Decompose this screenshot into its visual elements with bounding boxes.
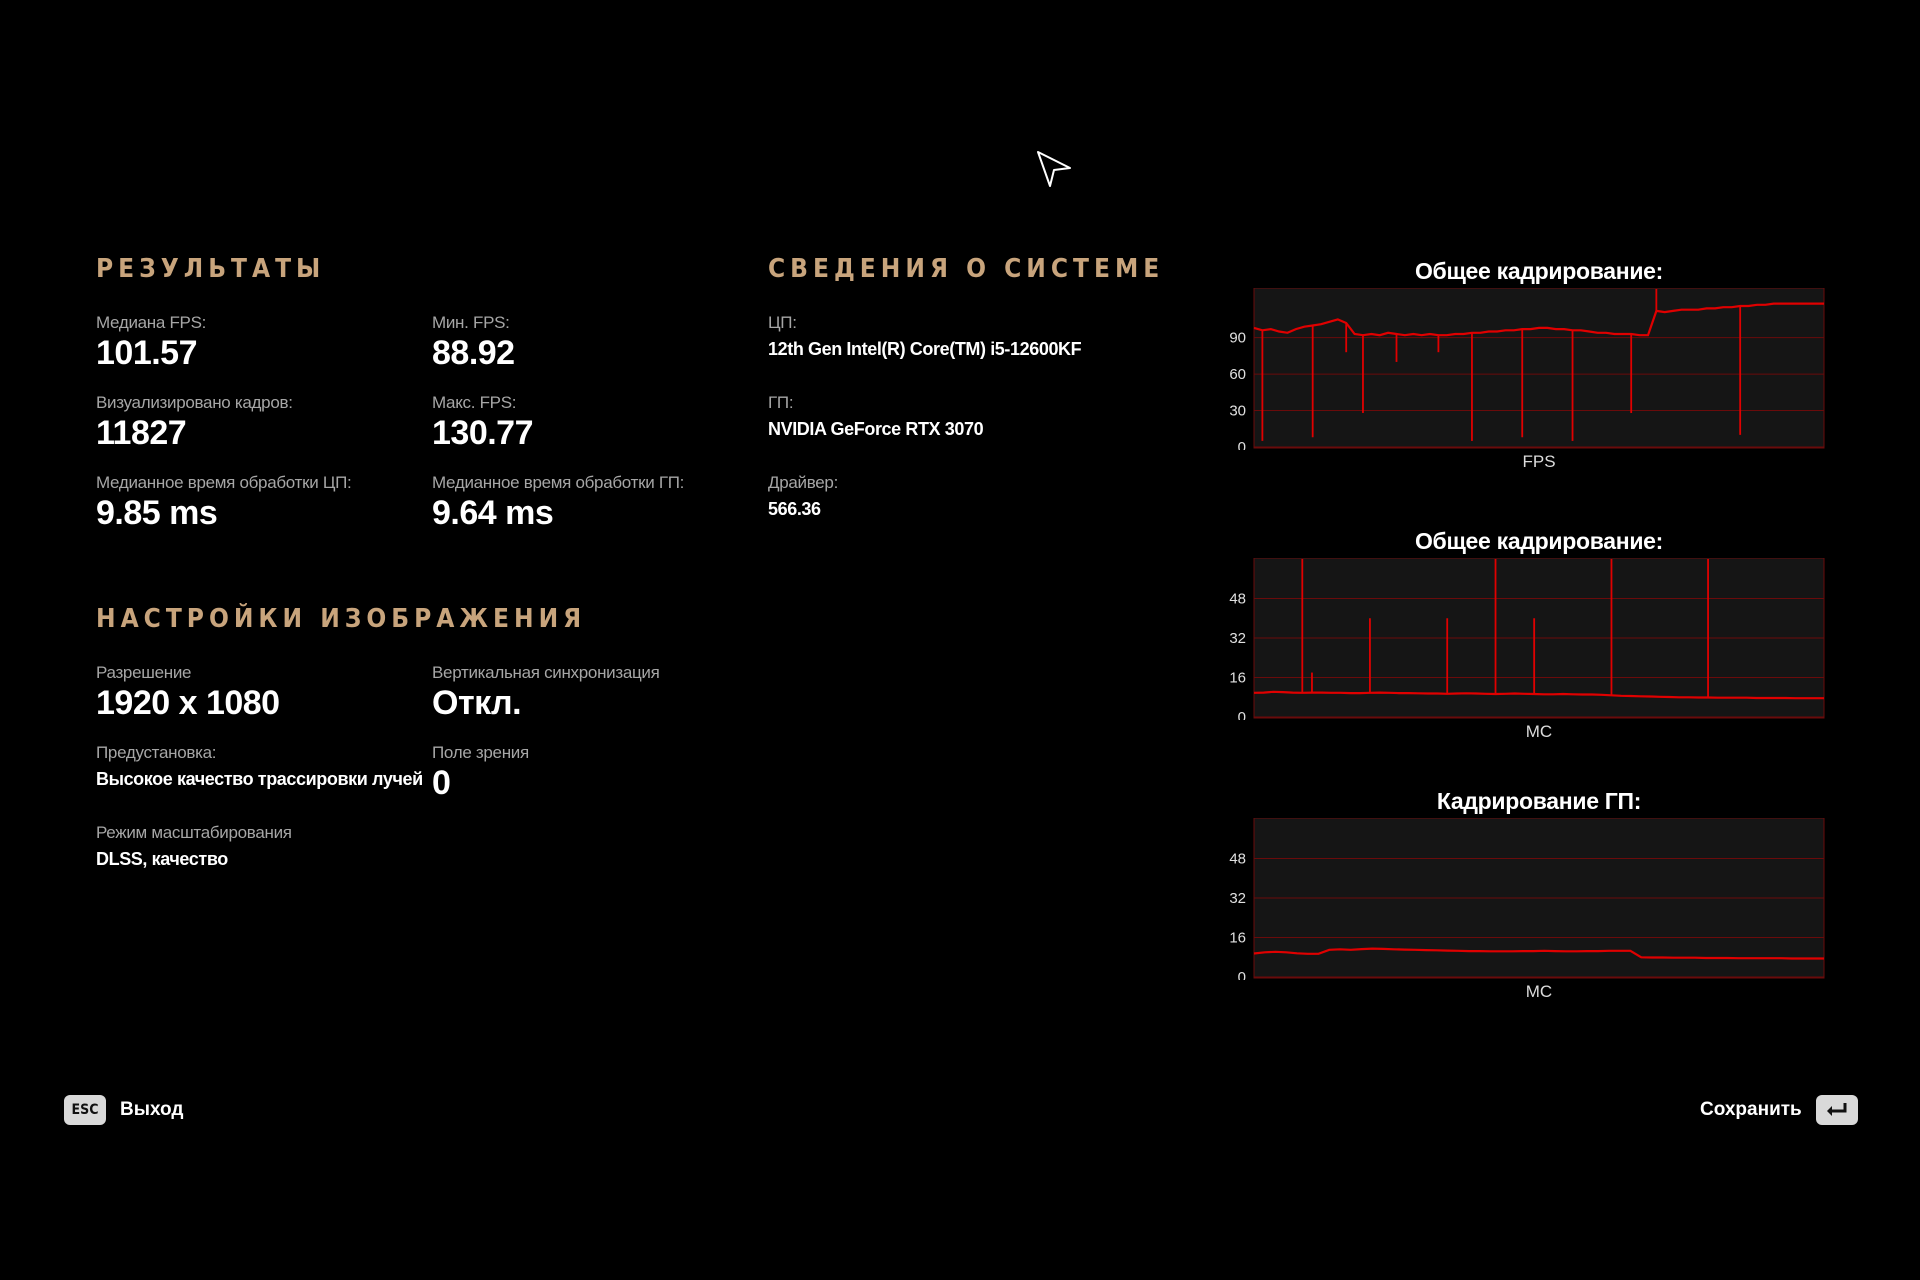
save-label: Сохранить (1700, 1099, 1802, 1120)
chart-2-title: Общее кадрирование: (1414, 528, 1664, 554)
y-tick-label: 16 (1229, 669, 1246, 687)
y-tick-label: 48 (1229, 590, 1246, 608)
scaling-label: Режим масштабирования (96, 823, 292, 842)
resolution-label: Разрешение (96, 663, 192, 682)
chart-3 (1220, 818, 1860, 985)
chart-1-xlabel: FPS (1522, 452, 1556, 471)
frames-label: Визуализировано кадров: (96, 393, 293, 412)
scaling-value: DLSS, качество (96, 849, 228, 869)
exit-label: Выход (120, 1099, 184, 1120)
chart-3-xlabel: МС (1525, 982, 1553, 1001)
y-tick-label: 60 (1229, 366, 1246, 384)
driver-value: 566.36 (768, 499, 821, 519)
chart-2-xlabel: МС (1525, 722, 1553, 741)
min-fps-value: 88.92 (432, 334, 515, 372)
y-tick-label: 48 (1229, 850, 1246, 868)
y-tick-label: 0 (1237, 969, 1246, 980)
max-fps-label: Макс. FPS: (432, 393, 517, 412)
cpu-time-value: 9.85 ms (96, 494, 218, 532)
y-tick-label: 32 (1229, 630, 1246, 647)
y-tick-label: 90 (1229, 329, 1246, 347)
preset-value: Высокое качество трассировки лучей (96, 769, 423, 789)
gpu-label: ГП: (768, 393, 794, 412)
vsync-value: Откл. (432, 684, 522, 722)
vsync-label: Вертикальная синхронизация (432, 663, 660, 682)
median-fps-value: 101.57 (96, 334, 197, 372)
chart-1-title: Общее кадрирование: (1414, 258, 1664, 284)
chart-svg (1220, 558, 1860, 720)
gpu-value: NVIDIA GeForce RTX 3070 (768, 419, 984, 439)
y-tick-label: 32 (1229, 890, 1246, 907)
driver-label: Драйвер: (768, 473, 838, 492)
mouse-cursor-icon (1036, 150, 1076, 190)
image-settings-title: НАСТРОЙКИ ИЗОБРАЖЕНИЯ (96, 604, 587, 634)
cpu-value: 12th Gen Intel(R) Core(TM) i5-12600KF (768, 339, 1082, 359)
esc-key-icon: ESC (64, 1095, 106, 1125)
y-tick-label: 0 (1237, 709, 1246, 720)
y-tick-label: 0 (1237, 439, 1246, 450)
median-fps-label: Медиана FPS: (96, 313, 207, 332)
gpu-time-value: 9.64 ms (432, 494, 554, 532)
gpu-time-label: Медианное время обработки ГП: (432, 473, 685, 492)
results-title: РЕЗУЛЬТАТЫ (96, 254, 326, 284)
y-tick-label: 30 (1229, 402, 1246, 420)
resolution-value: 1920 x 1080 (96, 684, 280, 722)
fov-value: 0 (432, 764, 451, 802)
enter-key-icon (1816, 1095, 1858, 1125)
max-fps-value: 130.77 (432, 414, 533, 452)
cpu-label: ЦП: (768, 313, 797, 332)
chart-svg (1220, 288, 1860, 450)
frames-value: 11827 (96, 414, 187, 452)
chart-1 (1220, 288, 1860, 455)
preset-label: Предустановка: (96, 743, 217, 762)
chart-3-title: Кадрирование ГП: (1436, 788, 1642, 814)
plot-area (1254, 288, 1824, 448)
exit-button[interactable] (64, 1095, 183, 1125)
cpu-time-label: Медианное время обработки ЦП: (96, 473, 352, 492)
system-title: СВЕДЕНИЯ О СИСТЕМЕ (768, 254, 1165, 284)
chart-svg (1220, 818, 1860, 980)
save-button[interactable] (1700, 1095, 1858, 1125)
y-tick-label: 16 (1229, 929, 1246, 947)
chart-2 (1220, 558, 1860, 725)
fov-label: Поле зрения (432, 743, 529, 762)
min-fps-label: Мин. FPS: (432, 313, 510, 332)
